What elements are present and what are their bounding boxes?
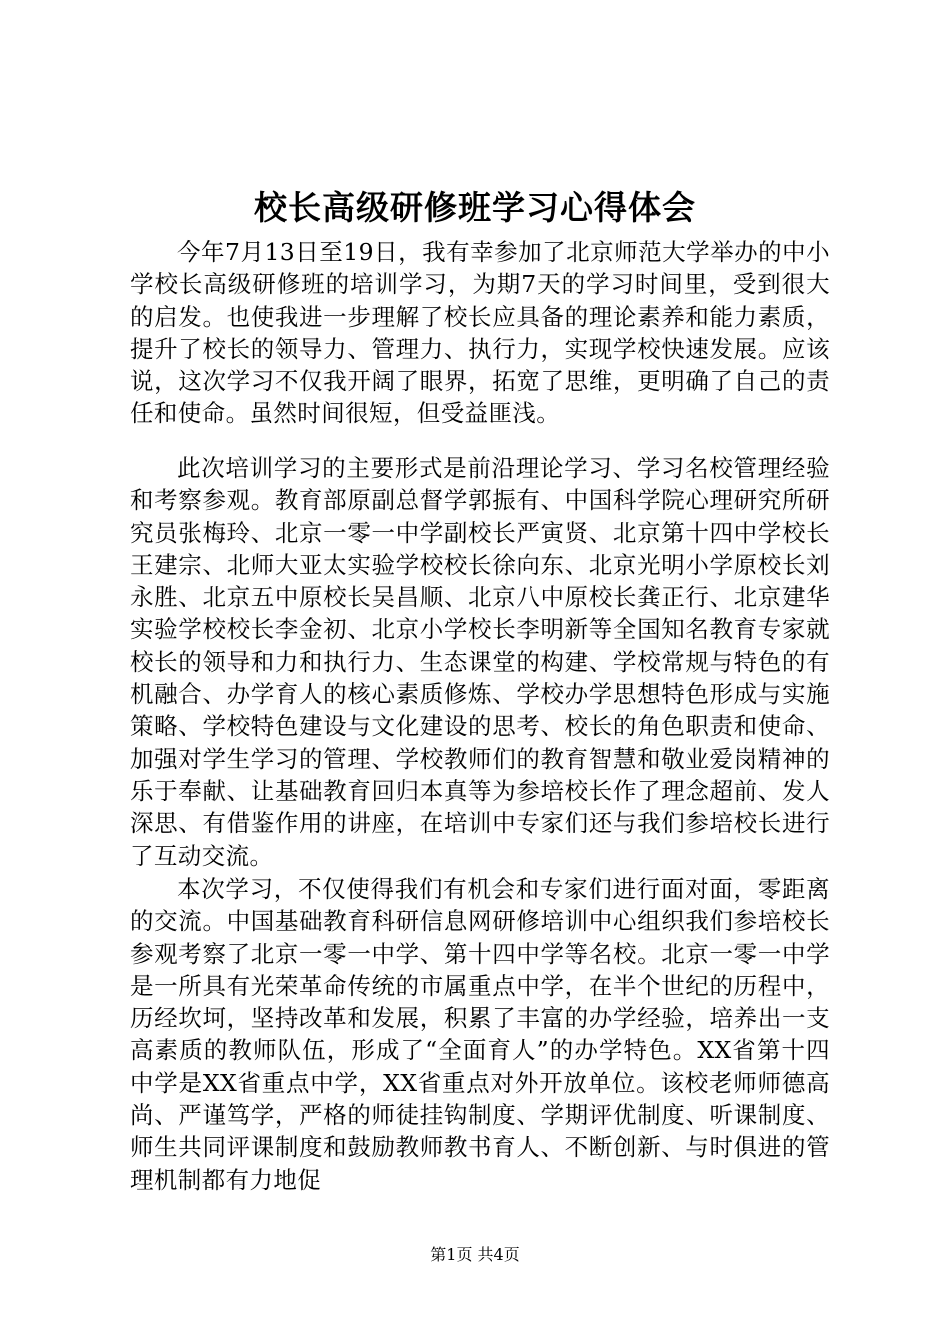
paragraph-school-visits: 本次学习，不仅使得我们有机会和专家们进行面对面，零距离的交流。中国基础教育科研信息网研修培训中心组织我们参培校长参观考察了北京一零一中学、第十四中学等名校。北京一零一中学是一所具有光荣革命传统的市属重点中学，在半个世纪的历程中，历经坎坷，坚持改革和发展，积累了丰富的办学经验，培养出一支高素质的教师队伍，形成了“全面育人”的办学特色。XX省第十四中学是XX省重点中学，XX省重点对外开放单位。该校老师师德高尚、严谨笃学，严格的师徒挂钩制度、学期评优制度、听课制度、师生共同评课制度和鼓励教师教书育人、不断创新、与时俱进的管理机制都有力地促 xyxy=(130,875,830,1194)
paragraph-intro: 今年7月13日至19日，我有幸参加了北京师范大学举办的中小学校长高级研修班的培训学习，为期7天的学习时间里，受到很大的启发。也使我进一步理解了校长应具备的理论素养和能力素质，提升了校长的领导力、管理力、执行力，实现学校快速发展。应该说，这次学习不仅我开阔了眼界，拓宽了思维，更明确了自己的责任和使命。虽然时间很短，但受益匪浅。 xyxy=(130,238,830,428)
page-number-footer: 第1页 共4页 xyxy=(430,1245,520,1264)
paragraph-training-format: 此次培训学习的主要形式是前沿理论学习、学习名校管理经验和考察参观。教育部原副总督学郭振有、中国科学院心理研究所研究员张梅玲、北京一零一中学副校长严寅贤、北京第十四中学校长王建宗、北师大亚太实验学校校长徐向东、北京光明小学原校长刘永胜、北京五中原校长吴昌顺、北京八中原校长龚正行、北京建华实验学校校长李金初、北京小学校长李明新等全国知名教育专家就校长的领导和力和执行力、生态课堂的构建、学校常规与特色的有机融合、办学育人的核心素质修炼、学校办学思想特色形成与实施策略、学校特色建设与文化建设的思考、校长的角色职责和使命、加强对学生学习的管理、学校教师们的教育智慧和敬业爱岗精神的乐于奉献、让基础教育回归本真等为参培校长作了理念超前、发人深思、有借鉴作用的讲座，在培训中专家们还与我们参培校长进行了互动交流。 xyxy=(130,454,830,870)
document-title: 校长高级研修班学习心得体会 xyxy=(254,188,696,227)
